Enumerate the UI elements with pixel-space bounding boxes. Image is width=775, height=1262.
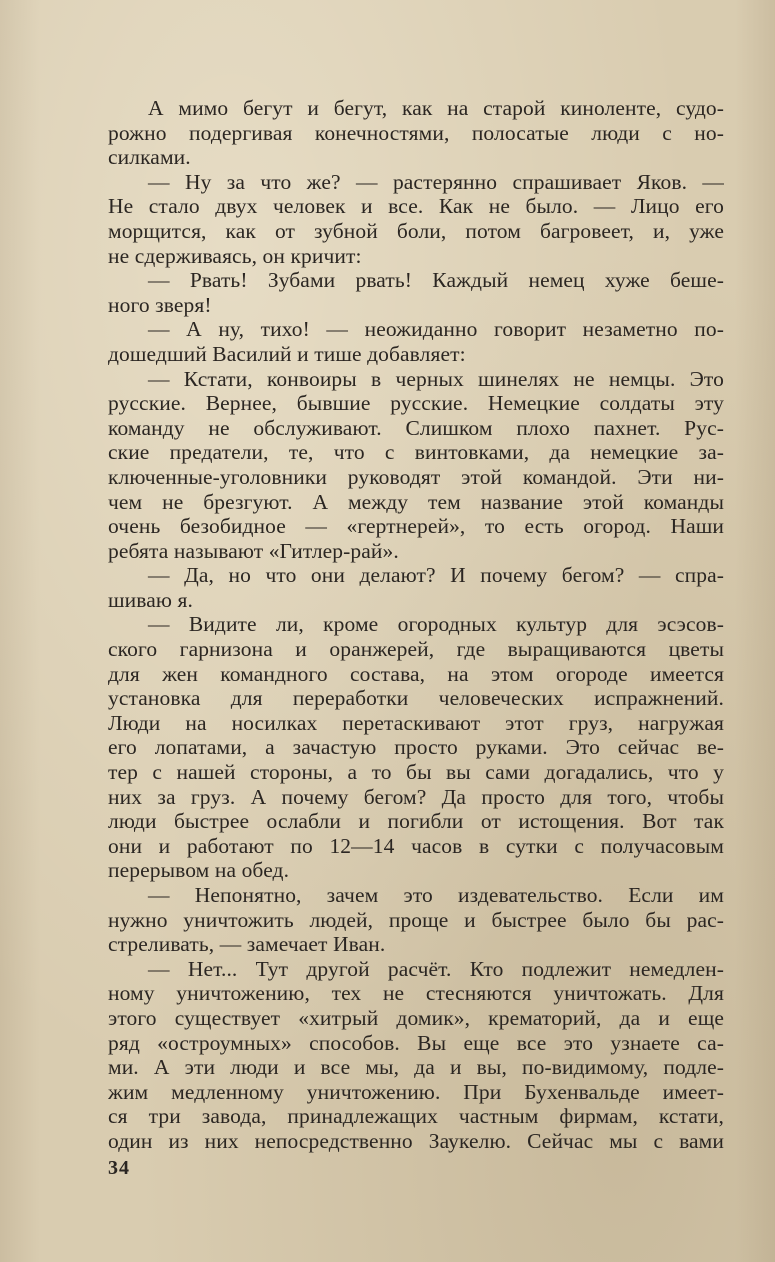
- text-line: Не стало двух человек и все. Как не было. — Лицо его: [108, 194, 724, 219]
- text-line: — Да, но что они делают? И почему бегом? — спра-: [148, 563, 724, 588]
- text-line: перерывом на обед.: [108, 858, 290, 883]
- text-line: тер с нашей стороны, а то бы вы сами догадались, что у: [108, 760, 724, 785]
- text-line: люди быстрее ослабли и погибли от истощения. Вот так: [108, 809, 724, 834]
- text-line: ряд «остроумных» способов. Вы еще все это узнаете са-: [108, 1030, 724, 1055]
- text-line: этого существует «хитрый домик», крематорий, да и еще: [108, 1005, 724, 1030]
- text-line: для жен командного состава, на этом огороде имеется: [108, 661, 724, 686]
- text-line: его лопатами, а зачастую просто руками. Это сейчас ве-: [108, 735, 724, 760]
- text-line: — Непонятно, зачем это издевательство. Если им: [148, 883, 724, 907]
- text-line: установка для переработки человеческих испражнений.: [108, 686, 724, 711]
- text-line: ские предатели, те, что с винтовками, да немецкие за-: [108, 440, 724, 465]
- text-line: ского гарнизона и оранжерей, где выращиваются цветы: [108, 637, 724, 662]
- text-line: — А ну, тихо! — неожиданно говорит незаметно по-: [148, 317, 724, 342]
- text-line: А мимо бегут и бегут, как на старой киноленте, судо-: [148, 96, 724, 120]
- text-line: ми. А эти люди и все мы, да и вы, по-видимому, подле-: [108, 1055, 724, 1080]
- text-line: — Видите ли, кроме огородных культур для эсэсов-: [148, 612, 724, 637]
- text-line: один из них непосредственно Заукелю. Сейчас мы с вами: [108, 1128, 724, 1153]
- text-line: они и работают по 12—14 часов в сутки с получасовым: [108, 833, 724, 858]
- page-number: 34: [108, 1157, 130, 1179]
- text-line: ного зверя!: [108, 292, 212, 317]
- text-line: дошедший Василий и тише добавляет:: [108, 341, 466, 366]
- text-line: русские. Вернее, бывшие русские. Немецкие солдаты эту: [108, 391, 724, 416]
- body-text: [108, 96, 724, 1154]
- text-line: морщится, как от зубной боли, потом багровеет, и, уже: [108, 218, 724, 243]
- text-line: силками.: [108, 145, 191, 170]
- text-line: стреливать, — замечает Иван.: [108, 932, 386, 957]
- text-line: шиваю я.: [108, 587, 193, 612]
- text-line: Люди на носилках перетаскивают этот груз, нагружая: [108, 710, 724, 735]
- text-line: — Кстати, конвоиры в черных шинелях не немцы. Это: [148, 366, 724, 391]
- text-line: ребята называют «Гитлер-рай».: [108, 538, 399, 563]
- text-line: ключенные-уголовники руководят этой командой. Эти ни-: [108, 464, 724, 489]
- text-line: команду не обслуживают. Слишком плохо пахнет. Рус-: [108, 415, 724, 440]
- text-line: — Ну за что же? — растерянно спрашивает Яков. —: [148, 169, 724, 194]
- text-line: ся три завода, принадлежащих частным фирмам, кстати,: [108, 1104, 724, 1129]
- text-line: нужно уничтожить людей, проще и быстрее было бы рас-: [108, 907, 724, 932]
- text-line: ному уничтожению, тех не стесняются уничтожать. Для: [108, 981, 724, 1006]
- text-line: очень безобидное — «гертнерей», то есть огород. Наши: [108, 514, 724, 539]
- text-line: — Нет... Тут другой расчёт. Кто подлежит немедлен-: [148, 956, 724, 981]
- text-line: них за груз. А почему бегом? Да просто для того, чтобы: [108, 784, 724, 809]
- text-line: жим медленному уничтожению. При Бухенвальде имеет-: [108, 1079, 724, 1104]
- text-line: не сдерживаясь, он кричит:: [108, 243, 362, 268]
- text-line: чем не брезгуют. А между тем название этой команды: [108, 489, 724, 514]
- text-line: рожно подергивая конечностями, полосатые люди с но-: [108, 120, 724, 145]
- text-line: — Рвать! Зубами рвать! Каждый немец хуже беше-: [148, 268, 724, 293]
